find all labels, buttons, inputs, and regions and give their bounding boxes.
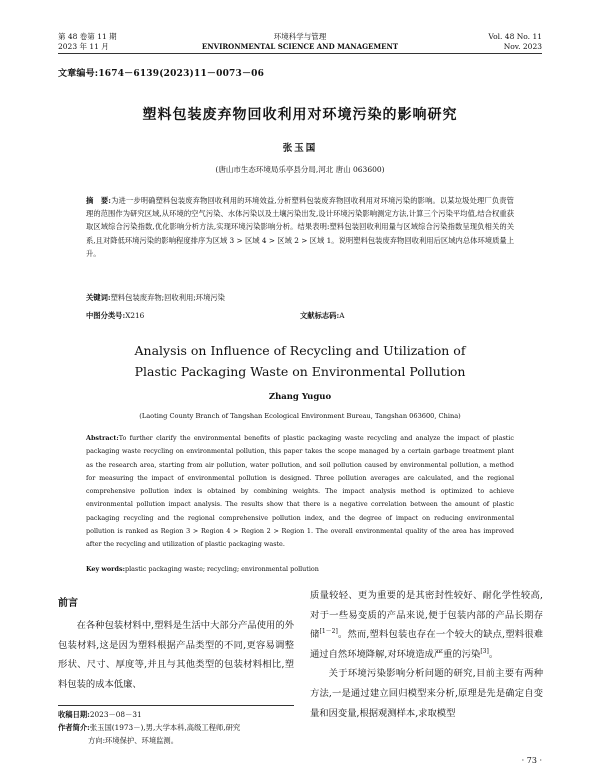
running-header (0, 0, 600, 58)
title-en-line2: Plastic Packaging Waste on Environmental Pollution (134, 364, 466, 379)
keywords-cn-label: 关键词: (86, 293, 111, 302)
affiliation-cn: (唐山市生态环境局乐亭县分局,河北 唐山 063600) (215, 165, 385, 174)
header-date-en: Nov. 2023 (503, 42, 542, 51)
body-right-column (310, 586, 543, 723)
citation-ref[interactable]: [1－2] (319, 628, 338, 636)
footnote-received (58, 709, 294, 721)
abstract-cn-text: 为进一步明确塑料包装废弃物回收利用的环境效益,分析塑料包装废弃物回收利用对环境污染的影响。以某垃圾处理厂负责管理的范围作为研究区域,从环境的空气污染、水体污染以及土壤污染出发,设计环境污染影响测定方法,计算三个污染平均值,结合权重获取区域综合污染指数,优化影响分析方法,实现环境污染影响分析。结果表明:塑料包装回收利用量与区域综合污染指数呈现负相关的关系,且对降低环境污染的影响程度排序为区域 3 > 区域 4 > 区域 2 > 区域 1。说明塑料包装废弃物回收利用后区域内总体环境质量上升。 (86, 196, 514, 258)
body-right-text-b: 。然而,塑料包装也存在一个较大的缺点,塑料很难通过自然环境降解,对环境造成严重的污染 (310, 629, 543, 660)
keywords-en-text: plastic packaging waste; recycling; environmental pollution (124, 565, 319, 573)
footnote-received-date: 2023－08－31 (89, 710, 142, 719)
body-left-column: 在各种包装材料中,塑料是生活中大部分产品使用的外包装材料,这是因为塑料根据产品类型的不同,更容易调整形状、尺寸、厚度等,并且与其他类型的包装材料相比,塑料包装的成本低廉、 (58, 620, 294, 690)
keywords-cn-text: 塑料包装废弃物;回收利用;环境污染 (110, 293, 225, 302)
header-journal-en: ENVIRONMENTAL SCIENCE AND MANAGEMENT (201, 42, 399, 51)
abstract-cn-label: 摘 要: (86, 196, 111, 205)
page-number: · 73 · (521, 756, 542, 765)
body-right-text-a: 质量较轻、更为重要的是其密封性较好、耐化学性较高,对于一些易变质的产品来说,便于包装内部的产品长期存储 (310, 590, 543, 641)
title-cn: 塑料包装废弃物回收利用对环境污染的影响研究 (142, 107, 458, 123)
author-cn: 张玉国 (282, 143, 318, 154)
body-right-text-c: 。 (488, 648, 499, 660)
keywords-en (86, 564, 514, 575)
abstract-en-label: Abstract: (86, 434, 119, 442)
footnote-rule (58, 705, 294, 706)
header-date: 2023 年 11 月 (58, 42, 109, 51)
abstract-en-text: To further clarify the environmental benefits of plastic packaging waste recycling and analyze the impact of plastic packaging waste recycling on environmental pollution, this paper takes the scope managed by a certain garbage treatment plant as the research area, starting from air pollution, water pollution, and soil pollution caused by environmental pollution, a method for measuring the impact of environmental pollution is designed. Three pollution averages are calculated, and the regional comprehensive pollution index is obtained by combining weights. The impact analysis method is optimized to achieve environmental pollution impact analysis. The results show that there is a negative correlation between the amount of plastic packaging recycling and the regional comprehensive pollution index, and the degree of impact on reducing environmental pollution is ranked as Region 3 > Region 4 > Region 2 > Region 1. The overall environmental quality of the area has improved after the recycling and utilization of plastic packaging waste. (86, 434, 514, 549)
body-right-paragraph-1 (310, 586, 543, 664)
abstract-en (86, 432, 514, 552)
header-volume: 第 48 卷第 11 期 (58, 32, 117, 41)
footnote-author-bio: 张玉国(1973－),男,大学本科,高级工程师,研究 (89, 723, 241, 732)
header-journal-cn: 环境科学与管理 (273, 32, 327, 41)
title-en (0, 340, 600, 382)
title-en-line1: Analysis on Influence of Recycling and Utilization of (134, 343, 466, 358)
article-number: 文章编号:1674－6139(2023)11－0073－06 (58, 69, 265, 79)
affiliation-en: (Laoting County Branch of Tangshan Ecological Environment Bureau, Tangshan 063600, China) (139, 412, 461, 420)
keywords-cn (86, 292, 514, 304)
keywords-en-label: Key words: (86, 565, 125, 573)
document-code-cn-text: A (339, 311, 345, 320)
document-code-cn (300, 310, 344, 322)
author-en: Zhang Yuguo (268, 392, 332, 402)
footnote-author (58, 722, 294, 734)
body-right-paragraph-2: 关于环境污染影响分析问题的研究,目前主要有两种方法,一是通过建立回归模型来分析,原理是先是确定自变量和因变量,根据观测样本,求取模型 (310, 668, 543, 719)
classification-cn (86, 310, 144, 322)
citation-ref[interactable]: [3] (480, 647, 489, 655)
header-rule (58, 53, 542, 54)
section-heading: 前言 (58, 598, 78, 609)
abstract-cn (86, 194, 514, 260)
document-code-cn-label: 文献标志码: (300, 311, 340, 320)
footnote-received-label: 收稿日期: (58, 710, 90, 719)
header-volume-en: Vol. 48 No. 11 (488, 32, 542, 41)
classification-cn-label: 中图分类号: (86, 311, 126, 320)
footnote-direction: 方向:环境保护、环境监测。 (88, 736, 179, 745)
footnote-author-label: 作者简介: (58, 723, 90, 732)
classification-cn-text: X216 (125, 311, 145, 320)
